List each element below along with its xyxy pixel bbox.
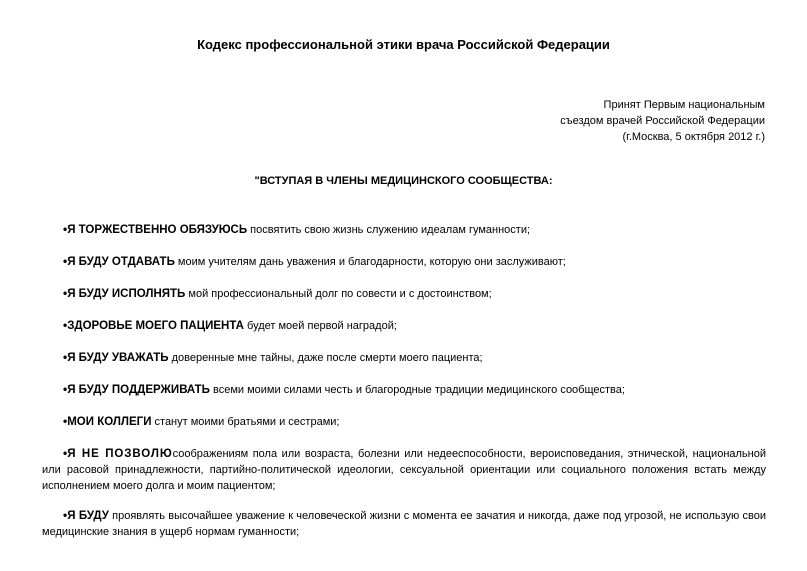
bullet-icon: • xyxy=(63,350,68,364)
oath-item xyxy=(42,285,766,302)
bullet-icon: • xyxy=(63,414,68,428)
bullet-icon: • xyxy=(63,446,68,460)
adoption-line: съездом врачей Российской Федерации xyxy=(560,115,765,127)
oath-item-text: моим учителям дань уважения и благодарности, которую они заслуживают; xyxy=(174,256,566,268)
oath-item-text: всеми моими силами честь и благородные традиции медицинского сообщества; xyxy=(209,384,625,396)
oath-item xyxy=(42,349,766,366)
oath-item-text: доверенные мне тайны, даже после смерти моего пациента; xyxy=(168,352,483,364)
oath-item-lead: ЗДОРОВЬЕ МОЕГО ПАЦИЕНТА xyxy=(67,320,244,332)
oath-item xyxy=(42,413,766,430)
bullet-icon: • xyxy=(63,222,68,236)
oath-item-text: проявлять высочайшее уважение к человеческой жизни с момента ее зачатия и никогда, даже под угрозой, не использую свои медицинские знания в ущерб нормам гуманности; xyxy=(42,510,766,538)
bullet-icon: • xyxy=(63,286,68,300)
bullet-icon: • xyxy=(63,508,68,522)
oath-item-lead: Я БУДУ ОТДАВАТЬ xyxy=(67,256,175,268)
oath-item-text: соображениям пола или возраста, болезни или недееспособности, вероисповедания, этнической, национальной или расовой принадлежности, партийно-политической идеологии, сексуальной ориентации или социального положения встать между исполнением моего долга и моим пациентом; xyxy=(42,448,766,492)
oath-item-lead: Я БУДУ УВАЖАТЬ xyxy=(67,352,169,364)
oath-item xyxy=(42,507,766,540)
oath-item xyxy=(42,317,766,334)
document-title: Кодекс профессиональной этики врача Российской Федерации xyxy=(197,37,610,52)
adoption-line: (г.Москва, 5 октября 2012 г.) xyxy=(622,131,765,143)
oath-item-lead: Я ТОРЖЕСТВЕННО ОБЯЗУЮСЬ xyxy=(67,224,248,236)
bullet-icon: • xyxy=(63,254,68,268)
oath-heading: "ВСТУПАЯ В ЧЛЕНЫ МЕДИЦИНСКОГО СООБЩЕСТВА: xyxy=(254,175,553,187)
oath-item xyxy=(42,445,766,494)
adoption-line: Принят Первым национальным xyxy=(603,99,765,111)
oath-item-text: мой профессиональный долг по совести и с достоинством; xyxy=(185,288,492,300)
oath-item-lead: Я БУДУ ПОДДЕРЖИВАТЬ xyxy=(67,384,210,396)
oath-item-lead: Я БУДУ xyxy=(67,510,109,522)
oath-item-text: будет моей первой наградой; xyxy=(243,320,397,332)
adoption-note xyxy=(365,97,765,145)
bullet-icon: • xyxy=(63,318,68,332)
oath-item-lead: МОИ КОЛЛЕГИ xyxy=(67,416,152,428)
oath-item xyxy=(42,381,766,398)
oath-item-text: посвятить свою жизнь служению идеалам гуманности; xyxy=(247,224,531,236)
bullet-icon: • xyxy=(63,382,68,396)
oath-item-lead: Я НЕ ПОЗВОЛЮ xyxy=(67,448,173,460)
oath-item-text: станут моими братьями и сестрами; xyxy=(151,416,340,428)
oath-item xyxy=(42,253,766,270)
oath-item xyxy=(42,221,766,238)
oath-item-lead: Я БУДУ ИСПОЛНЯТЬ xyxy=(67,288,186,300)
